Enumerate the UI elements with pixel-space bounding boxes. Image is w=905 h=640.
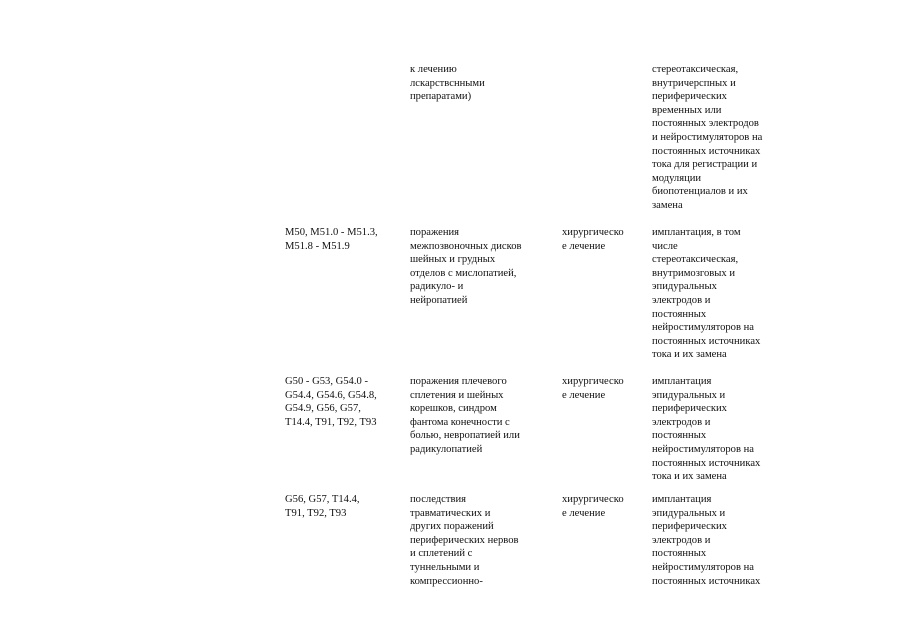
code-cell: G50 - G53, G54.0 - G54.4, G54.6, G54.8, G54.9, G56, G57, T14.4, T91, T92, T93 (285, 376, 377, 428)
method-cell: имплантация эпидуральных и периферических электродов и постоянных нейростимуляторов на постоянных источниках тока и их замена (652, 376, 761, 483)
method-cell: стереотаксическая, внутричерспных и периферических временных или постоянных электродов и нейростимуляторов на постоянных источниках тока для регистрации и модуляции биопотенциалов и их замена (652, 64, 763, 211)
treatment-type-cell: хирургическо е лечение (562, 494, 624, 519)
treatment-type-cell: хирургическо е лечение (562, 227, 624, 252)
treatment-type-cell: хирургическо е лечение (562, 376, 624, 401)
diagnosis-cell: к лечению лскарствснными препаратами) (410, 64, 485, 103)
diagnosis-cell: поражения плечевого сплетения и шейных корешков, синдром фантома конечности с болью, невропатией или радикулопатией (410, 376, 520, 455)
diagnosis-cell: последствия травматических и других поражений периферических нервов и сплетений с туннельными и компрессионно- (410, 494, 519, 587)
method-cell: имплантация эпидуральных и периферических электродов и постоянных нейростимуляторов на постоянных источниках (652, 494, 761, 587)
code-cell: M50, M51.0 - M51.3, M51.8 - M51.9 (285, 227, 378, 252)
code-cell: G56, G57, T14.4, T91, T92, T93 (285, 494, 360, 519)
diagnosis-cell: поражения межпозвоночных дисков шейных и грудных отделов с мислопатией, радикуло- и нейропатией (410, 227, 522, 306)
method-cell: имплантация, в том числе стереотаксическая, внутримозговых и эпидуральных электродов и постоянных нейростимуляторов на постоянных источниках тока и их замена (652, 227, 761, 361)
